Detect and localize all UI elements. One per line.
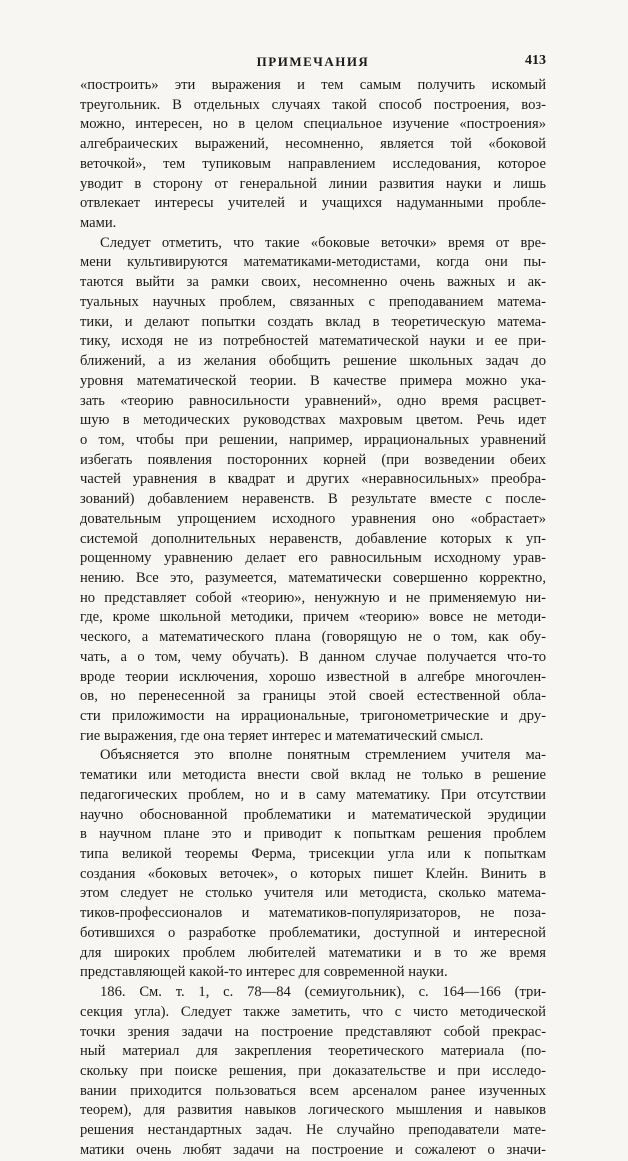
text-line: алгебраических выражений, несомненно, является той «боковой xyxy=(80,136,546,153)
text-line: ов, но перенесенной за границы этой своей естественной обла- xyxy=(80,688,546,705)
text-line: довательным упрощением исходного уравнения оно «обрастает» xyxy=(80,510,546,527)
text-line: зать «теорию равносильности уравнений», одно время расцвет- xyxy=(80,392,546,409)
text-line: сти приложимости на иррациональные, тригонометрические и дру- xyxy=(80,708,546,724)
text-line: ный материал для закрепления теоретического материала (по- xyxy=(80,1043,546,1060)
text-line: но представляет собой «теорию», ненужную и не применяемую ни- xyxy=(80,589,546,606)
text-line: ботившихся о разработке проблематики, доступной и интересной xyxy=(80,924,546,941)
text-line: этом следует не столько учителя или методиста, сколько матема- xyxy=(80,885,546,902)
text-line: тиков-профессионалов и математиков-популяризаторов, не поза- xyxy=(80,905,546,922)
text-line: можно, интересен, но в целом специальное изучение «построения» xyxy=(80,116,546,133)
text-line: системой дополнительных неравенств, добавление которых к уп- xyxy=(80,530,546,547)
text-line: создания «боковых веточек», о которых пишет Клейн. Винить в xyxy=(80,865,546,882)
text-line: о том, чтобы при решении, например, иррациональных уравнений xyxy=(80,431,546,448)
text-line: ближений, а из желания обобщить решение школьных задач до xyxy=(80,353,546,370)
text-line: веточкой», тем тупиковым направлением исследования, которое xyxy=(80,155,546,172)
text-line: секция угла). Следует также заметить, что с чисто методической xyxy=(80,1003,546,1020)
text-line: «построить» эти выражения и тем самым получить искомый xyxy=(80,77,546,93)
text-line: типа великой теоремы Ферма, трисекции угла или к попыткам xyxy=(80,846,546,863)
text-line: педагогических проблем, но и в саму математику. При отсутствии xyxy=(80,786,546,803)
text-line: матики очень любят задачи на построение и сожалеют о значи- xyxy=(80,1141,546,1158)
text-line: ческого, а математического плана (говорящую не о том, как обу- xyxy=(80,629,546,646)
text-line: чать, а о том, чему обучать). В данном случае получается что-то xyxy=(80,648,546,665)
text-line: туальных научных проблем, связанных с преподаванием матема- xyxy=(80,293,546,310)
text-line: гие выражения, где она теряет интерес и математический смысл. xyxy=(80,727,484,744)
text-line: шую в методических руководствах махровым цветом. Речь идет xyxy=(80,412,546,429)
text-line: отвлекает интересы учителей и учащихся надуманными пробле- xyxy=(80,195,546,212)
text-line: треугольник. В отдельных случаях такой способ построения, воз- xyxy=(80,96,546,113)
text-line: нению. Все это, разумеется, математически совершенно корректно, xyxy=(80,569,546,586)
page-header xyxy=(80,54,546,74)
text-line: скольку при поиске решения, при доказательстве и при исследо- xyxy=(80,1062,546,1079)
text-line: представляющей какой-то интерес для современной науки. xyxy=(80,964,448,981)
text-line: рощенному уравнению делает его равносильным исходному урав- xyxy=(80,550,546,567)
text-line: теорем), для развития навыков логического мышления и навыков xyxy=(80,1102,546,1119)
text-line: Следует отметить, что такие «боковые веточки» время от вре- xyxy=(100,234,546,251)
text-line: мени культивируются математиками-методистами, когда они пы- xyxy=(80,254,546,271)
text-line: точки зрения задачи на построение представляют собой прекрас- xyxy=(80,1023,546,1040)
text-line: избегать появления посторонних корней (при возведении обеих xyxy=(80,451,546,468)
text-line: таются выйти за рамки своих, несомненно очень важных и ак- xyxy=(80,274,546,291)
text-line: Объясняется это вполне понятным стремлением учителя ма- xyxy=(100,747,546,764)
text-line: уводит в сторону от генеральной линии развития науки и лишь xyxy=(80,175,546,192)
body-text xyxy=(80,76,546,1161)
text-line: в научном плане это и приводит к попыткам решения проблем xyxy=(80,826,546,843)
text-line: мами. xyxy=(80,215,117,232)
text-line: для широких проблем любителей математики и в то же время xyxy=(80,944,546,961)
running-title: ПРИМЕЧАНИЯ xyxy=(256,54,370,69)
text-line: вании приходится пользоваться всем арсеналом ранее изученных xyxy=(80,1082,546,1099)
text-line: решения нестандартных задач. Не случайно преподаватели мате- xyxy=(80,1122,546,1139)
text-line: тематики или методиста внести свой вклад не только в решение xyxy=(80,767,546,784)
text-line: уровня математической теории. В качестве примера можно ука- xyxy=(80,372,546,389)
text-line: тику, исходя не из потребностей математической науки и ее при- xyxy=(80,333,546,350)
text-line: тики, и делают попытки создать вклад в теоретическую матема- xyxy=(80,313,546,330)
text-line: вроде теории исключения, хорошо известной в алгебре многочлен- xyxy=(80,668,546,685)
text-line: 186. См. т. 1, с. 78—84 (семиугольник), с. 164—166 (три- xyxy=(100,984,546,1001)
page-number: 413 xyxy=(525,53,546,68)
text-line: научно обоснованной проблематики и математической эрудиции xyxy=(80,806,546,823)
text-line: зований) добавлением неравенств. В результате вместе с после- xyxy=(80,491,546,508)
text-line: где, кроме школьной методики, причем «теорию» вовсе не методи- xyxy=(80,609,546,626)
text-line: частей уравнения в квадрат и других «неравносильных» преобра- xyxy=(80,471,546,488)
